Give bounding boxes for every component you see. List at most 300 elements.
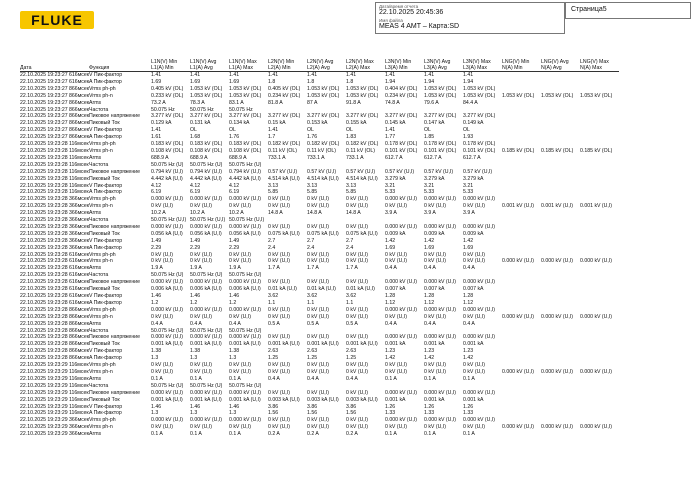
table-cell: 0.000 kV (U,I) bbox=[502, 258, 535, 265]
table-cell: 3.13 bbox=[346, 182, 357, 189]
table-cell: 4.12 bbox=[190, 182, 201, 189]
table-cell: 0.01 kA (U,I) bbox=[307, 286, 336, 293]
table-cell: 1.26 bbox=[424, 403, 435, 410]
table-cell: 3.277 kV (OL) bbox=[151, 113, 184, 120]
table-cell: 1.7 A bbox=[268, 265, 280, 272]
table-cell bbox=[580, 127, 619, 134]
table-cell bbox=[502, 245, 541, 252]
table-cell: 22.10.2025 19:23:28 616мсек bbox=[20, 279, 90, 286]
report-info-box bbox=[375, 2, 565, 34]
table-cell: 22.10.2025 19:23:28 616мсек bbox=[20, 299, 90, 306]
table-cell: 3.21 bbox=[385, 182, 396, 189]
table-row bbox=[20, 328, 619, 335]
table-cell: 0.000 kV (U,I) bbox=[190, 223, 223, 230]
table-cell: 0 kV (U,I) bbox=[307, 258, 329, 265]
table-cell bbox=[502, 120, 541, 127]
table-cell: OL bbox=[229, 127, 236, 134]
table-cell: 1.56 bbox=[268, 410, 279, 417]
table-cell: 1.7 A bbox=[346, 265, 358, 272]
table-cell bbox=[502, 321, 541, 328]
table-cell bbox=[580, 107, 619, 114]
table-cell: 688.9 A bbox=[151, 154, 169, 161]
table-cell bbox=[541, 390, 580, 397]
table-cell: 0.000 kV (U,I) bbox=[190, 334, 223, 341]
table-cell: 0.001 kA bbox=[463, 396, 484, 403]
table-cell bbox=[580, 231, 619, 238]
table-cell: 0 kV (U,I) bbox=[307, 368, 329, 375]
report-date-label: Дата/время отчета bbox=[379, 4, 419, 9]
file-name-label: Имя файла bbox=[379, 18, 403, 23]
table-cell bbox=[541, 86, 580, 93]
column-header: L1N(V) Min L1(A) Min bbox=[151, 59, 178, 71]
table-cell: A Пик-фактор bbox=[89, 78, 122, 85]
table-cell: 0 kV (U,I) bbox=[229, 424, 251, 431]
table-cell: 0.000 kV (U,I) bbox=[151, 334, 184, 341]
table-cell bbox=[541, 362, 580, 369]
table-cell: 5.33 bbox=[424, 189, 435, 196]
table-cell bbox=[580, 321, 619, 328]
table-cell bbox=[541, 113, 580, 120]
table-row bbox=[20, 93, 619, 100]
column-header: L2N(V) Min L2(A) Min bbox=[268, 59, 295, 71]
table-cell: 0.075 kA (U,I) bbox=[307, 230, 339, 237]
table-cell: 0 kV (U,I) bbox=[307, 334, 329, 341]
table-cell bbox=[580, 252, 619, 259]
table-cell: 0.001 kV (U,I) bbox=[502, 203, 535, 210]
table-cell: 2.29 bbox=[190, 244, 201, 251]
table-cell: 0.4 A bbox=[385, 320, 397, 327]
table-cell bbox=[502, 169, 541, 176]
table-cell: 22.10.2025 19:23:28 366мсек bbox=[20, 223, 90, 230]
table-cell bbox=[580, 293, 619, 300]
table-cell bbox=[541, 334, 580, 341]
table-cell bbox=[463, 107, 502, 114]
table-cell bbox=[541, 355, 580, 362]
table-cell: 1.77 bbox=[385, 134, 396, 141]
table-cell: 0.01 kA (U,I) bbox=[268, 286, 297, 293]
table-cell: 22.10.2025 19:23:29 116мсек bbox=[20, 382, 89, 389]
table-cell: 1.42 bbox=[424, 355, 435, 362]
table-cell: 14.8 A bbox=[346, 210, 361, 217]
table-cell: Arms bbox=[89, 431, 102, 438]
table-cell: 3.9 A bbox=[424, 210, 436, 217]
table-cell: 688.9 A bbox=[190, 154, 208, 161]
table-cell: 22.10.2025 19:23:27 866мсек bbox=[20, 127, 90, 134]
table-cell: 0 kV (U,I) bbox=[268, 424, 290, 431]
table-cell: 0 kV (U,I) bbox=[268, 334, 290, 341]
table-cell: Vrms ph-ph bbox=[89, 196, 116, 203]
table-row bbox=[20, 183, 619, 190]
table-cell: 0.000 kV (U,I) bbox=[229, 389, 262, 396]
table-cell bbox=[541, 307, 580, 314]
table-cell: 0.405 kV (OL) bbox=[268, 85, 301, 92]
table-cell bbox=[541, 162, 580, 169]
table-cell bbox=[502, 86, 541, 93]
table-cell: 0.178 kV (OL) bbox=[424, 141, 457, 148]
table-cell: 0 kV (U,I) bbox=[346, 362, 368, 369]
table-cell: 0 kV (U,I) bbox=[307, 306, 329, 313]
table-cell bbox=[502, 341, 541, 348]
table-cell bbox=[502, 127, 541, 134]
table-cell: 0 kV (U,I) bbox=[346, 368, 368, 375]
table-cell: 74.8 A bbox=[385, 99, 400, 106]
table-cell bbox=[502, 417, 541, 424]
table-cell: 0.108 kV (OL) bbox=[229, 147, 262, 154]
table-cell: 0.001 kA (U,I) bbox=[346, 341, 378, 348]
table-cell: 1.42 bbox=[424, 237, 435, 244]
column-header: L2N(V) Avg L2(A) Avg bbox=[307, 59, 334, 71]
table-cell: 1.68 bbox=[190, 134, 201, 141]
table-cell bbox=[424, 107, 463, 114]
table-cell: 0.101 kV (OL) bbox=[424, 147, 457, 154]
table-cell: 1.33 bbox=[463, 410, 474, 417]
table-cell: 22.10.2025 19:23:28 116мсек bbox=[20, 182, 89, 189]
table-cell: 0.001 kA (U,I) bbox=[151, 341, 183, 348]
table-cell: 1.23 bbox=[385, 348, 396, 355]
table-cell: 1.053 kV (OL) bbox=[346, 85, 379, 92]
table-cell: 0.056 kA (U,I) bbox=[190, 230, 222, 237]
table-cell: V Пик-фактор bbox=[89, 127, 123, 134]
table-cell: 2.63 bbox=[268, 348, 279, 355]
table-cell: 0 kV (U,I) bbox=[229, 203, 251, 210]
table-cell: 4.442 kA (U,I) bbox=[151, 175, 183, 182]
table-cell: 0.000 kV (U,I) bbox=[580, 313, 613, 320]
table-cell: 3.86 bbox=[268, 403, 279, 410]
table-cell bbox=[541, 72, 580, 79]
table-cell: 1.69 bbox=[463, 244, 474, 251]
table-cell: 1.053 kV (OL) bbox=[307, 85, 340, 92]
table-cell: 1.76 bbox=[229, 134, 240, 141]
table-cell: 1.41 bbox=[385, 127, 396, 134]
table-cell: 0.147 kA bbox=[424, 120, 445, 127]
table-cell: 0.000 kV (U,I) bbox=[502, 313, 535, 320]
table-cell: Пиковое напряжение bbox=[89, 113, 140, 120]
table-row bbox=[20, 300, 619, 307]
table-cell: 0 kV (U,I) bbox=[463, 258, 485, 265]
table-cell: 22.10.2025 19:23:29 366мсек bbox=[20, 424, 90, 431]
column-header: LNG(V) Max N(A) Max bbox=[580, 59, 609, 71]
table-cell: 0.2 A bbox=[346, 431, 358, 438]
table-cell: 0.185 kV (OL) bbox=[502, 147, 535, 154]
table-cell bbox=[502, 189, 541, 196]
table-cell: 0 kV (U,I) bbox=[307, 203, 329, 210]
table-cell bbox=[502, 162, 541, 169]
table-cell: 0.000 kV (U,I) bbox=[580, 424, 613, 431]
table-cell: Пиковое напряжение bbox=[89, 223, 140, 230]
table-cell: 1.94 bbox=[424, 78, 435, 85]
table-cell: 22.10.2025 19:23:28 116мсек bbox=[20, 147, 89, 154]
table-cell: 22.10.2025 19:23:28 866мсек bbox=[20, 341, 90, 348]
table-cell: 0.000 kV (U,I) bbox=[424, 389, 457, 396]
table-cell: 1.8 bbox=[268, 78, 276, 85]
table-cell: 0.404 kV (OL) bbox=[385, 85, 418, 92]
table-cell: 0 kV (U,I) bbox=[151, 203, 173, 210]
table-cell: 0.000 kV (U,I) bbox=[229, 196, 262, 203]
table-cell: 0.4 A bbox=[268, 375, 280, 382]
table-cell bbox=[346, 162, 385, 169]
table-cell: 22.10.2025 19:23:27 866мсек bbox=[20, 120, 90, 127]
table-cell: 0.001 kA (U,I) bbox=[190, 341, 222, 348]
table-cell: 0.2 A bbox=[268, 431, 280, 438]
table-row bbox=[20, 231, 619, 238]
table-row bbox=[20, 321, 619, 328]
table-cell: 0.182 kV (OL) bbox=[268, 141, 301, 148]
table-cell: 0 kV (U,I) bbox=[463, 313, 485, 320]
table-cell: 3.86 bbox=[307, 403, 318, 410]
table-cell: 0 kV (U,I) bbox=[151, 251, 173, 258]
table-cell: 1.28 bbox=[463, 293, 474, 299]
table-cell bbox=[541, 293, 580, 300]
table-cell: 1.9 A bbox=[151, 265, 163, 272]
table-cell: 1.41 bbox=[151, 127, 162, 134]
table-cell bbox=[541, 348, 580, 355]
table-row bbox=[20, 272, 619, 279]
table-cell: 1.83 bbox=[346, 134, 357, 141]
table-cell: 3.62 bbox=[346, 293, 357, 299]
table-cell: 0.001 kA (U,I) bbox=[229, 396, 261, 403]
table-row bbox=[20, 169, 619, 176]
table-cell: V Пик-фактор bbox=[89, 72, 123, 78]
table-cell bbox=[580, 286, 619, 293]
table-cell: 1.69 bbox=[424, 244, 435, 251]
table-cell: 0 kV (U,I) bbox=[307, 362, 329, 369]
table-row bbox=[20, 189, 619, 196]
table-cell bbox=[580, 417, 619, 424]
table-cell: 22.10.2025 19:23:28 616мсек bbox=[20, 286, 90, 293]
table-cell: 0.5 A bbox=[307, 320, 319, 327]
table-cell: A Пик-фактор bbox=[89, 299, 122, 306]
table-cell: 1.94 bbox=[463, 78, 474, 85]
table-cell: 0.1 A bbox=[190, 375, 202, 382]
table-cell: 612.7 A bbox=[463, 154, 481, 161]
table-cell bbox=[580, 162, 619, 169]
table-cell bbox=[580, 355, 619, 362]
table-cell: 2.7 bbox=[268, 237, 276, 244]
table-cell: 0.009 kA bbox=[424, 230, 445, 237]
table-cell: 1.42 bbox=[385, 237, 396, 244]
table-cell: OL bbox=[190, 127, 197, 134]
table-cell: 0.178 kV (OL) bbox=[463, 141, 496, 148]
table-row bbox=[20, 293, 619, 300]
table-cell: 1.76 bbox=[307, 134, 318, 141]
table-cell: 0.000 kV (U,I) bbox=[385, 334, 418, 341]
table-cell: 1.053 kV (OL) bbox=[190, 85, 223, 92]
table-cell: 3.277 kV (OL) bbox=[463, 113, 496, 120]
table-row bbox=[20, 252, 619, 259]
table-cell: 0.007 kA bbox=[385, 286, 406, 293]
table-cell: 0 kV (U,I) bbox=[424, 203, 446, 210]
table-cell: 0.001 kA bbox=[424, 396, 445, 403]
table-cell: 1.69 bbox=[151, 78, 162, 85]
table-cell: 0.000 kV (U,I) bbox=[502, 424, 535, 431]
table-cell bbox=[385, 162, 424, 169]
table-cell bbox=[307, 272, 346, 279]
table-cell: 0.000 kV (U,I) bbox=[151, 417, 184, 424]
table-cell: 0 kV (U,I) bbox=[151, 313, 173, 320]
table-cell: 0 kV (U,I) bbox=[268, 251, 290, 258]
fluke-logo bbox=[20, 11, 94, 29]
table-cell bbox=[580, 431, 619, 438]
table-cell: 0 kV (U,I) bbox=[346, 334, 368, 341]
page-number: Страница5 bbox=[571, 6, 607, 13]
table-cell: 4.514 kA (U,I) bbox=[346, 175, 378, 182]
table-cell bbox=[502, 404, 541, 411]
table-body bbox=[20, 72, 619, 439]
table-cell: 0 kV (U,I) bbox=[463, 203, 485, 210]
table-cell bbox=[580, 196, 619, 203]
table-cell: 0.001 kA (U,I) bbox=[151, 396, 183, 403]
table-cell: 22.10.2025 19:23:29 366мсек bbox=[20, 431, 90, 438]
table-cell: 0.000 kV (U,I) bbox=[463, 334, 496, 341]
table-cell bbox=[541, 245, 580, 252]
table-cell bbox=[580, 410, 619, 417]
table-cell: 22.10.2025 19:23:29 366мсек bbox=[20, 417, 90, 424]
table-row bbox=[20, 196, 619, 203]
table-cell: 0.003 kA (U,I) bbox=[346, 396, 378, 403]
table-cell bbox=[307, 107, 346, 114]
table-cell: 1.41 bbox=[346, 72, 357, 78]
table-cell bbox=[502, 355, 541, 362]
table-cell: 1.053 kV (OL) bbox=[424, 85, 457, 92]
table-cell: 22.10.2025 19:23:29 116мсек bbox=[20, 368, 89, 375]
table-cell: 688.9 A bbox=[229, 154, 247, 161]
table-cell: 50.075 Hz (U) bbox=[229, 272, 262, 279]
table-row bbox=[20, 79, 619, 86]
table-cell: 1.61 bbox=[151, 134, 162, 141]
table-cell: 0.007 kA bbox=[463, 286, 484, 293]
table-cell: 0.134 kA bbox=[229, 120, 250, 127]
table-cell: 50.075 Hz (U) bbox=[229, 327, 262, 334]
table-cell bbox=[541, 189, 580, 196]
table-cell: 81.8 A bbox=[268, 99, 283, 106]
table-cell: 0.000 kV (U,I) bbox=[385, 417, 418, 424]
table-cell: 3.277 kV (OL) bbox=[229, 113, 262, 120]
table-cell: 0 kV (U,I) bbox=[190, 368, 212, 375]
table-cell: Vrms ph-n bbox=[89, 203, 113, 210]
column-header: LNG(V) Min N(A) Min bbox=[502, 59, 530, 71]
table-cell: 0.000 kV (U,I) bbox=[229, 306, 262, 313]
table-cell: 1.3 bbox=[229, 355, 237, 362]
table-cell bbox=[580, 79, 619, 86]
table-cell bbox=[502, 176, 541, 183]
table-cell bbox=[307, 328, 346, 335]
table-cell bbox=[541, 300, 580, 307]
table-cell: 0.000 kV (U,I) bbox=[385, 389, 418, 396]
table-row bbox=[20, 107, 619, 114]
table-row bbox=[20, 155, 619, 162]
table-cell: Пиковое напряжение bbox=[89, 168, 140, 175]
table-cell: 0.155 kA bbox=[346, 120, 367, 127]
table-cell bbox=[502, 328, 541, 335]
table-row bbox=[20, 397, 619, 404]
table-row bbox=[20, 431, 619, 438]
table-cell bbox=[580, 341, 619, 348]
table-cell: 1.1 bbox=[307, 299, 315, 306]
table-cell: 0.000 kV (U,I) bbox=[424, 417, 457, 424]
table-cell: 0.183 kV (OL) bbox=[190, 141, 223, 148]
table-cell bbox=[541, 272, 580, 279]
table-cell: 0 kV (U,I) bbox=[346, 417, 368, 424]
table-row bbox=[20, 176, 619, 183]
table-cell: 0 kV (U,I) bbox=[268, 389, 290, 396]
table-cell: 733.1 A bbox=[268, 154, 286, 161]
table-cell: 0 kV (U,I) bbox=[190, 313, 212, 320]
table-cell: 22.10.2025 19:23:29 116мсек bbox=[20, 410, 89, 417]
table-cell: 1.3 bbox=[151, 355, 159, 362]
table-cell: 10.2 A bbox=[151, 210, 166, 217]
table-cell bbox=[385, 217, 424, 224]
table-cell: 1.33 bbox=[424, 410, 435, 417]
table-cell: 4.514 kA (U,I) bbox=[307, 175, 339, 182]
table-cell: 0.4 A bbox=[229, 320, 241, 327]
table-cell bbox=[580, 155, 619, 162]
table-cell: 50.075 Hz (U) bbox=[190, 161, 223, 168]
table-cell: 22.10.2025 19:23:28 616мсек bbox=[20, 258, 90, 265]
table-cell bbox=[463, 272, 502, 279]
table-cell bbox=[346, 383, 385, 390]
measurements-table bbox=[20, 54, 619, 438]
table-cell: OL bbox=[346, 127, 353, 134]
table-cell: 0 kV (U,I) bbox=[268, 306, 290, 313]
table-cell: 0.000 kV (U,I) bbox=[541, 258, 574, 265]
table-cell bbox=[307, 383, 346, 390]
table-cell bbox=[502, 183, 541, 190]
table-cell bbox=[463, 328, 502, 335]
table-cell: Vrms ph-ph bbox=[89, 251, 116, 258]
table-cell: 1.85 bbox=[424, 134, 435, 141]
table-row bbox=[20, 355, 619, 362]
table-cell bbox=[502, 113, 541, 120]
table-cell bbox=[502, 348, 541, 355]
table-cell: 3.21 bbox=[463, 182, 474, 189]
table-cell: 0.000 kV (U,I) bbox=[190, 417, 223, 424]
table-cell bbox=[541, 127, 580, 134]
table-cell: 3.279 kA bbox=[424, 175, 445, 182]
table-cell: 0.1 A bbox=[424, 375, 436, 382]
column-header: L1N(V) Avg L1(A) Avg bbox=[190, 59, 217, 71]
table-cell: 733.1 A bbox=[346, 154, 364, 161]
table-cell: 1.41 bbox=[385, 72, 396, 78]
table-cell: 22.10.2025 19:23:28 116мсек bbox=[20, 168, 89, 175]
table-cell: 1.12 bbox=[385, 299, 396, 306]
table-cell bbox=[541, 107, 580, 114]
table-cell: Vrms ph-ph bbox=[89, 85, 116, 92]
table-cell: 10.2 A bbox=[229, 210, 244, 217]
table-cell: 0 kV (U,I) bbox=[424, 424, 446, 431]
table-row bbox=[20, 424, 619, 431]
table-cell: 22.10.2025 19:23:28 116мсек bbox=[20, 161, 89, 168]
table-cell: 0.000 kV (U,I) bbox=[424, 334, 457, 341]
table-cell: 0.01 kA (U,I) bbox=[346, 286, 375, 293]
table-cell bbox=[541, 417, 580, 424]
table-cell: 3.9 A bbox=[385, 210, 397, 217]
table-cell bbox=[502, 279, 541, 286]
table-cell: 0 kV (U,I) bbox=[190, 362, 212, 369]
table-cell: 50.075 Hz (U) bbox=[151, 272, 184, 279]
table-cell: 50.075 Hz (U,I) bbox=[151, 217, 187, 224]
table-cell: Vrms ph-ph bbox=[89, 417, 116, 424]
table-cell: Arms bbox=[89, 265, 102, 272]
table-cell bbox=[346, 272, 385, 279]
table-cell: 0.001 kA bbox=[385, 396, 406, 403]
table-cell: 14.8 A bbox=[268, 210, 283, 217]
table-cell: 0.1 A bbox=[385, 431, 397, 438]
table-cell bbox=[580, 169, 619, 176]
table-cell: 2.63 bbox=[307, 348, 318, 355]
table-cell: 0.145 kA bbox=[385, 120, 406, 127]
table-cell: 0.15 kA bbox=[268, 120, 286, 127]
table-cell: 0.000 kV (U,I) bbox=[541, 368, 574, 375]
